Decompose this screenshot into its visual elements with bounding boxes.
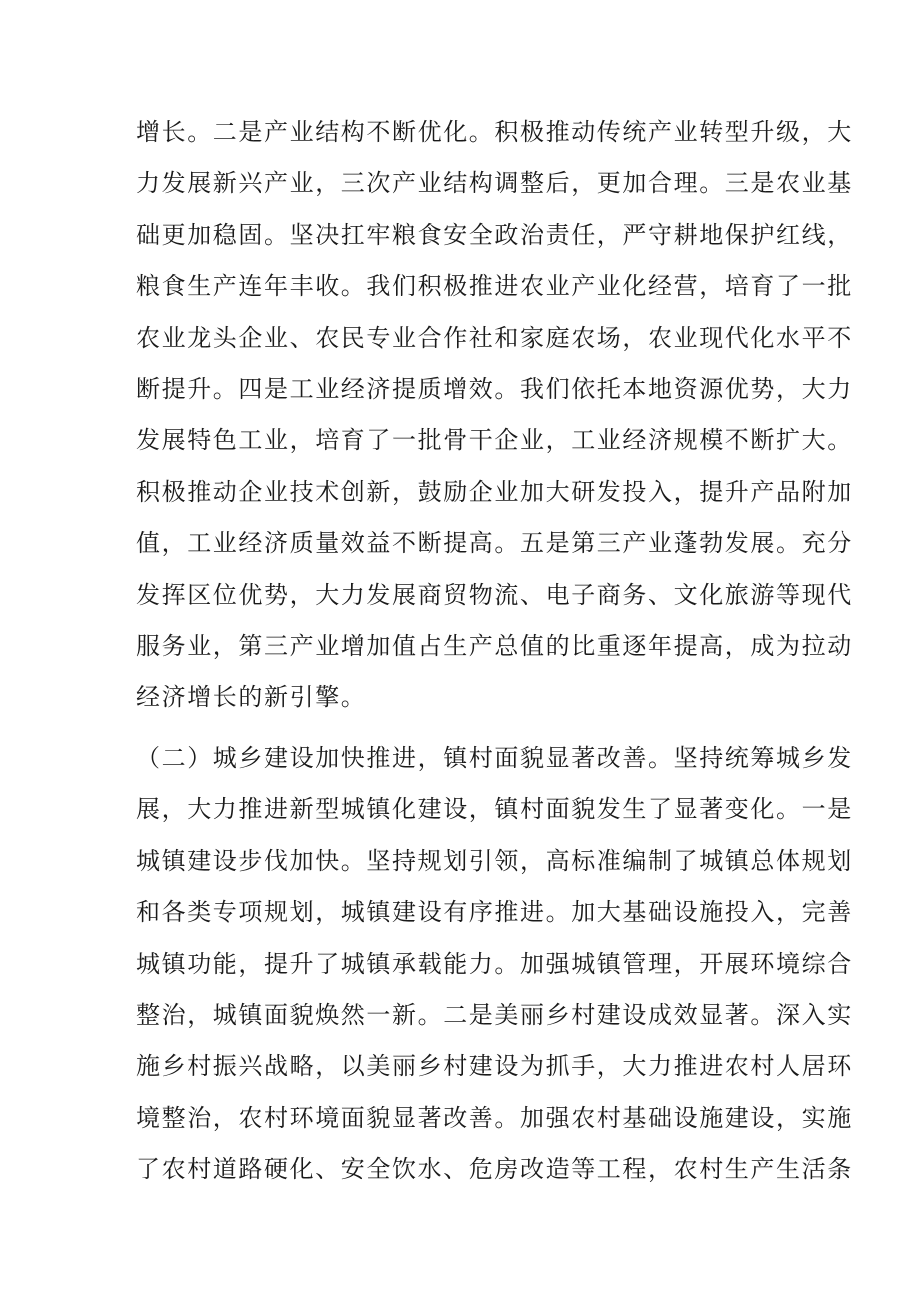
text-line: 础更加稳固。坚决扛牢粮食安全政治责任，严守耕地保护红线， (136, 220, 853, 249)
text-line: 发展特色工业，培育了一批骨干企业，工业经济规模不断扩大。 (136, 426, 853, 455)
text-line: 施乡村振兴战略，以美丽乡村建设为抓手，大力推进农村人居环 (136, 1052, 853, 1081)
text-line: 力发展新兴产业，三次产业结构调整后，更加合理。三是农业基 (136, 169, 853, 198)
paragraph-urban-rural-construction (136, 733, 853, 1196)
text-line: 城镇功能，提升了城镇承载能力。加强城镇管理，开展环境综合 (136, 949, 853, 978)
text-line: 城镇建设步伐加快。坚持规划引领，高标准编制了城镇总体规划 (136, 846, 853, 875)
text-line: 了农村道路硬化、安全饮水、危房改造等工程，农村生产生活条 (136, 1155, 853, 1184)
paragraph-economic-development (136, 107, 853, 724)
text-line: 积极推动企业技术创新，鼓励企业加大研发投入，提升产品附加 (136, 477, 853, 506)
text-line: 断提升。四是工业经济提质增效。我们依托本地资源优势，大力 (136, 374, 853, 403)
text-line: 整治，城镇面貌焕然一新。二是美丽乡村建设成效显著。深入实 (136, 1000, 853, 1029)
text-line: 增长。二是产业结构不断优化。积极推动传统产业转型升级，大 (136, 118, 853, 146)
text-line: 境整治，农村环境面貌显著改善。加强农村基础设施建设，实施 (136, 1103, 853, 1132)
text-line: 值，工业经济质量效益不断提高。五是第三产业蓬勃发展。充分 (136, 529, 853, 558)
text-line: 和各类专项规划，城镇建设有序推进。加大基础设施投入，完善 (136, 898, 853, 927)
text-line: （二）城乡建设加快推进，镇村面貌显著改善。坚持统筹城乡发 (136, 744, 853, 772)
text-line: 农业龙头企业、农民专业合作社和家庭农场，农业现代化水平不 (136, 323, 853, 352)
text-line: 粮食生产连年丰收。我们积极推进农业产业化经营，培育了一批 (136, 272, 853, 301)
text-line: 展，大力推进新型城镇化建设，镇村面貌发生了显著变化。一是 (136, 795, 853, 824)
text-line: 服务业，第三产业增加值占生产总值的比重逐年提高，成为拉动 (136, 631, 853, 660)
text-line: 经济增长的新引擎。 (136, 683, 367, 712)
text-line: 发挥区位优势，大力发展商贸物流、电子商务、文化旅游等现代 (136, 580, 853, 609)
